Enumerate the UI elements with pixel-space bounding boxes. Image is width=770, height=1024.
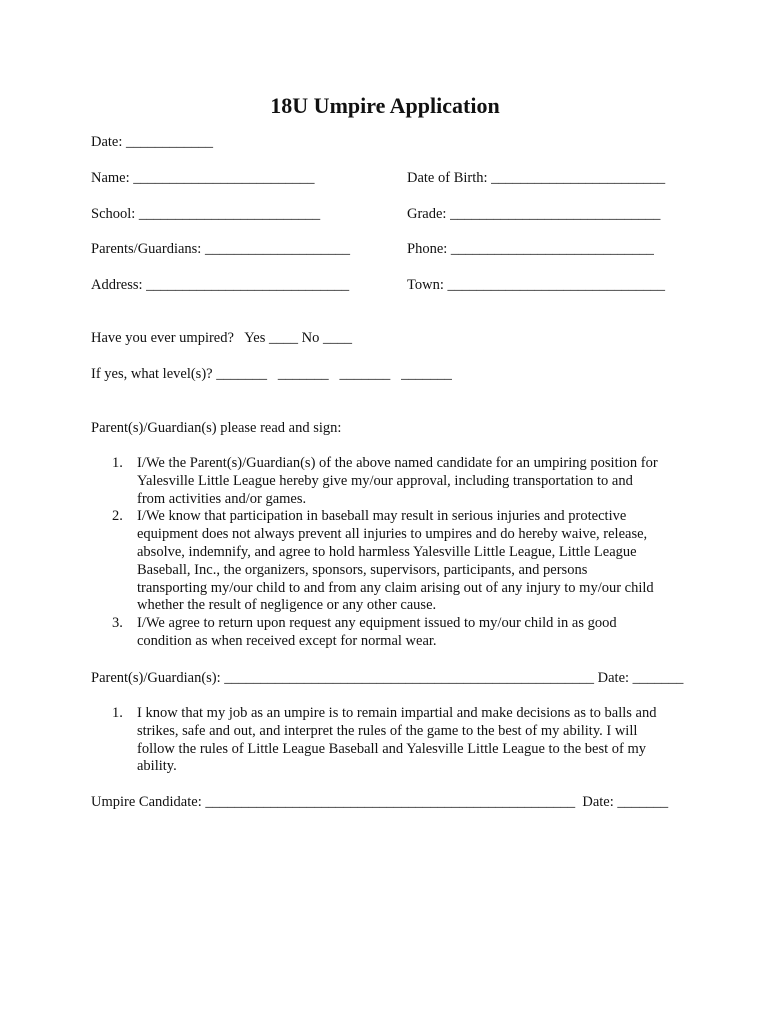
grade-field[interactable]: Grade: _____________________________	[407, 206, 661, 222]
date-field[interactable]: Date: ____________	[91, 134, 214, 150]
list-item-number: 1.	[112, 705, 123, 721]
parents-guardians-field[interactable]: Parents/Guardians: ____________________	[91, 241, 350, 257]
list-item-number: 2.	[112, 508, 123, 525]
phone-field[interactable]: Phone: ____________________________	[407, 241, 654, 257]
address-field[interactable]: Address: ____________________________	[91, 277, 350, 293]
list-item-text: I/We the Parent(s)/Guardian(s) of the above named candidate for an umpiring position for Yalesville Little League hereby give my/our approval, including transportation to and from activities and/or games.	[137, 455, 658, 507]
parent-signature-line[interactable]: Parent(s)/Guardian(s): ___________________________________________________ Date: _______	[91, 670, 684, 686]
list-item-number: 3.	[112, 615, 123, 632]
school-field[interactable]: School: _________________________	[91, 206, 321, 222]
umpire-signature-line[interactable]: Umpire Candidate: ___________________________________________________ Date: _______	[91, 794, 669, 810]
list-item	[91, 615, 691, 651]
list-item	[91, 455, 691, 508]
parent-agreement-list	[91, 455, 691, 651]
list-item-text: I/We know that participation in baseball may result in serious injuries and protective equipment does not always prevent all injuries to umpires and do hereby waive, release, absolve, indemnify, and agree to hold harmless Yalesville Little League, Little League Baseball, Inc., the organizers, sponsors, supervisors, participants, and persons transporting my/our child to and from any claim arising out of any injury to my/our child whether the result of negligence or any other cause.	[137, 508, 654, 614]
umpire-agreement-list	[91, 705, 691, 776]
list-item	[91, 508, 691, 615]
list-item-text: I know that my job as an umpire is to remain impartial and make decisions as to balls and strikes, safe and out, and interpret the rules of the game to the best of my ability. I will follow the rules of Little League Baseball and Yalesville Little League to the best of my ability.	[137, 705, 657, 775]
town-field[interactable]: Town: ______________________________	[407, 277, 665, 293]
date-of-birth-field[interactable]: Date of Birth: ________________________	[407, 170, 666, 186]
list-item-number: 1.	[112, 455, 123, 471]
umpired-question[interactable]: Have you ever umpired? Yes ____ No ____	[91, 330, 352, 346]
list-item	[91, 705, 691, 776]
page-title: 18U Umpire Application	[270, 93, 500, 118]
list-item-text: I/We agree to return upon request any equipment issued to my/our child in as good condition as when received except for normal wear.	[137, 615, 617, 649]
name-field[interactable]: Name: _________________________	[91, 170, 315, 186]
levels-question[interactable]: If yes, what level(s)? _______ _______ _______ _______	[91, 366, 452, 382]
parent-section-heading: Parent(s)/Guardian(s) please read and sign:	[91, 420, 342, 436]
